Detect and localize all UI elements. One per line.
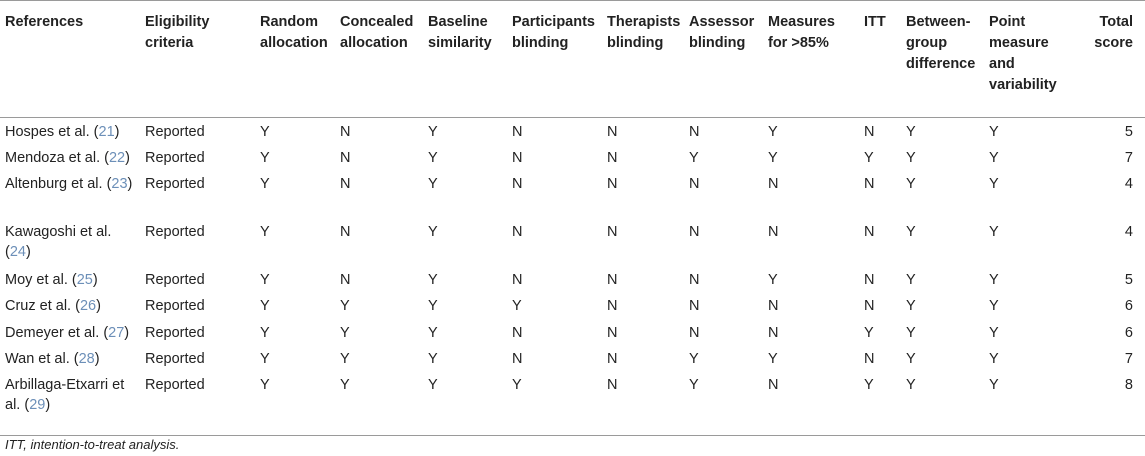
header-therapists-blinding: Therapists blinding [602, 1, 684, 118]
measures-cell: Y [768, 271, 778, 288]
participants-cell: N [512, 351, 523, 368]
between-cell: Y [906, 223, 916, 240]
citation-link[interactable]: 28 [78, 351, 95, 368]
participants-cell: N [512, 124, 523, 140]
table-row [0, 296, 1145, 322]
point-cell: Y [984, 375, 1078, 435]
citation-link[interactable]: 26 [79, 298, 97, 315]
reference-cell: Mendoza et al. (22) [5, 149, 130, 166]
point-cell: Y [989, 271, 999, 288]
random-cell: Y [255, 375, 335, 435]
assessor-cell: N [689, 271, 700, 288]
therapists-cell: N [607, 351, 618, 368]
itt-cell: Y [864, 324, 874, 341]
baseline-cell: Y [428, 124, 438, 140]
participants-cell: N [512, 175, 523, 192]
citation-link[interactable]: 24 [9, 243, 26, 260]
citation-link[interactable]: 29 [29, 397, 46, 414]
reference-name: Altenburg et al. [5, 175, 103, 192]
header-measures: Measures for >85% [763, 1, 859, 118]
measures-cell: Y [768, 351, 778, 368]
reference-name: Hospes et al. [5, 124, 90, 140]
participants-cell: N [512, 324, 523, 341]
header-random-allocation: Random allocation [255, 1, 335, 118]
header-itt: ITT [859, 1, 901, 118]
baseline-cell: Y [428, 351, 438, 368]
eligibility-cell: Reported [145, 298, 205, 315]
reference-cell: Demeyer et al. (27) [5, 324, 130, 341]
baseline-cell: Y [428, 175, 438, 192]
between-cell: Y [906, 351, 916, 368]
total-score-cell: 5 [1124, 124, 1133, 140]
assessor-cell: Y [689, 149, 699, 166]
reference-cell: Kawagoshi et al. (24) [5, 223, 112, 260]
concealed-cell: N [340, 175, 351, 192]
participants-cell: Y [507, 375, 602, 435]
citation-link[interactable]: 25 [76, 271, 93, 288]
itt-cell: N [864, 351, 875, 368]
table-row [0, 323, 1145, 349]
reference-name: Kawagoshi et al. [5, 223, 112, 240]
measures-cell: N [768, 223, 779, 240]
participants-cell: N [512, 149, 523, 166]
itt-cell: Y [859, 375, 901, 435]
between-cell: Y [906, 175, 916, 192]
itt-cell: N [864, 223, 875, 240]
random-cell: Y [260, 351, 270, 368]
total-score-cell: 8 [1078, 375, 1145, 435]
concealed-cell: N [340, 149, 351, 166]
total-score-cell: 7 [1124, 149, 1133, 166]
assessor-cell: N [689, 298, 700, 315]
concealed-cell: N [340, 124, 351, 140]
reference-name: Arbillaga-Etxarri et al. [5, 377, 125, 414]
point-cell: Y [989, 324, 999, 341]
table-row [0, 222, 1145, 270]
itt-cell: N [864, 271, 875, 288]
baseline-cell: Y [428, 324, 438, 341]
point-cell: Y [989, 149, 999, 166]
eligibility-cell: Reported [145, 271, 205, 288]
assessor-cell: N [689, 124, 700, 140]
therapists-cell: N [607, 149, 618, 166]
itt-cell: N [864, 298, 875, 315]
therapists-cell: N [607, 124, 618, 140]
concealed-cell: Y [340, 324, 350, 341]
random-cell: Y [260, 324, 270, 341]
between-cell: Y [906, 324, 916, 341]
measures-cell: N [763, 375, 859, 435]
therapists-cell: N [607, 324, 618, 341]
random-cell: Y [260, 298, 270, 315]
measures-cell: N [768, 175, 779, 192]
therapists-cell: N [607, 175, 618, 192]
concealed-cell: Y [340, 298, 350, 315]
table-row [0, 148, 1145, 174]
random-cell: Y [260, 271, 270, 288]
header-point-measure: Point measure and variability [984, 1, 1078, 118]
total-score-cell: 5 [1124, 271, 1133, 288]
therapists-cell: N [602, 375, 684, 435]
header-baseline-similarity: Baseline similarity [423, 1, 507, 118]
concealed-cell: Y [335, 375, 423, 435]
reference-name: Cruz et al. [5, 298, 72, 315]
between-cell: Y [901, 375, 984, 435]
random-cell: Y [260, 124, 270, 140]
table-footnote: ITT, intention-to-treat analysis. [5, 437, 180, 452]
eligibility-cell: Reported [145, 351, 205, 368]
header-assessor-blinding: Assessor blinding [684, 1, 763, 118]
random-cell: Y [260, 175, 270, 192]
assessor-cell: N [689, 175, 700, 192]
table-row [0, 270, 1145, 296]
baseline-cell: Y [423, 375, 507, 435]
participants-cell: N [512, 223, 523, 240]
citation-link[interactable]: 22 [108, 149, 126, 166]
itt-cell: Y [864, 149, 874, 166]
reference-name: Wan et al. [5, 351, 70, 368]
reference-cell: Cruz et al. (26) [5, 298, 101, 315]
table-row [0, 118, 1145, 148]
concealed-cell: Y [340, 351, 350, 368]
assessor-cell: N [689, 223, 700, 240]
total-score-cell: 4 [1124, 223, 1133, 240]
point-cell: Y [989, 124, 999, 140]
reference-name: Moy et al. [5, 271, 68, 288]
header-total-score: Total score [1078, 1, 1145, 118]
reference-cell: Hospes et al. (21) [5, 124, 120, 140]
between-cell: Y [906, 271, 916, 288]
total-score-cell: 7 [1124, 351, 1133, 368]
table-header [0, 1, 1145, 118]
citation-link[interactable]: 23 [111, 175, 128, 192]
itt-cell: N [864, 124, 875, 140]
reference-cell: Moy et al. (25) [5, 271, 98, 288]
eligibility-cell: Reported [140, 375, 255, 435]
point-cell: Y [989, 175, 999, 192]
total-score-cell: 4 [1124, 175, 1133, 192]
table-body [0, 118, 1145, 436]
eligibility-cell: Reported [145, 175, 205, 192]
reference-cell: Wan et al. (28) [5, 351, 100, 368]
table-row [0, 349, 1145, 375]
header-between-group-difference: Between-group difference [901, 1, 984, 118]
table-row [0, 174, 1145, 222]
reference-name: Demeyer et al. [5, 324, 100, 341]
assessor-cell: N [689, 324, 700, 341]
header-references: References [0, 1, 140, 118]
baseline-cell: Y [428, 271, 438, 288]
concealed-cell: N [340, 271, 351, 288]
point-cell: Y [989, 298, 999, 315]
header-eligibility-criteria: Eligibility criteria [140, 1, 255, 118]
point-cell: Y [989, 351, 999, 368]
header-participants-blinding: Participants blinding [507, 1, 602, 118]
itt-cell: N [864, 175, 875, 192]
eligibility-cell: Reported [145, 324, 205, 341]
eligibility-cell: Reported [145, 149, 205, 166]
reference-name: Mendoza et al. [5, 149, 101, 166]
reference-cell: Altenburg et al. (23) [5, 175, 133, 192]
assessor-cell: Y [689, 351, 699, 368]
total-score-cell: 6 [1124, 324, 1133, 341]
eligibility-cell: Reported [145, 124, 205, 140]
baseline-cell: Y [428, 149, 438, 166]
concealed-cell: N [340, 223, 351, 240]
participants-cell: N [512, 271, 523, 288]
random-cell: Y [260, 149, 270, 166]
between-cell: Y [906, 124, 916, 140]
point-cell: Y [989, 223, 999, 240]
therapists-cell: N [607, 271, 618, 288]
therapists-cell: N [607, 298, 618, 315]
measures-cell: N [768, 298, 779, 315]
between-cell: Y [906, 149, 916, 166]
baseline-cell: Y [428, 223, 438, 240]
participants-cell: Y [512, 298, 522, 315]
between-cell: Y [906, 298, 916, 315]
baseline-cell: Y [428, 298, 438, 315]
header-row [0, 1, 1145, 118]
eligibility-cell: Reported [145, 223, 205, 240]
total-score-cell: 6 [1124, 298, 1133, 315]
citation-link[interactable]: 21 [98, 124, 115, 140]
assessor-cell: Y [684, 375, 763, 435]
therapists-cell: N [607, 223, 618, 240]
reference-cell: Arbillaga-Etxarri et al. (29) [0, 375, 140, 435]
table-row [0, 375, 1145, 435]
header-concealed-allocation: Concealed allocation [335, 1, 423, 118]
measures-cell: N [768, 324, 779, 341]
measures-cell: Y [768, 149, 778, 166]
measures-cell: Y [768, 124, 778, 140]
citation-link[interactable]: 27 [108, 324, 125, 341]
random-cell: Y [260, 223, 270, 240]
